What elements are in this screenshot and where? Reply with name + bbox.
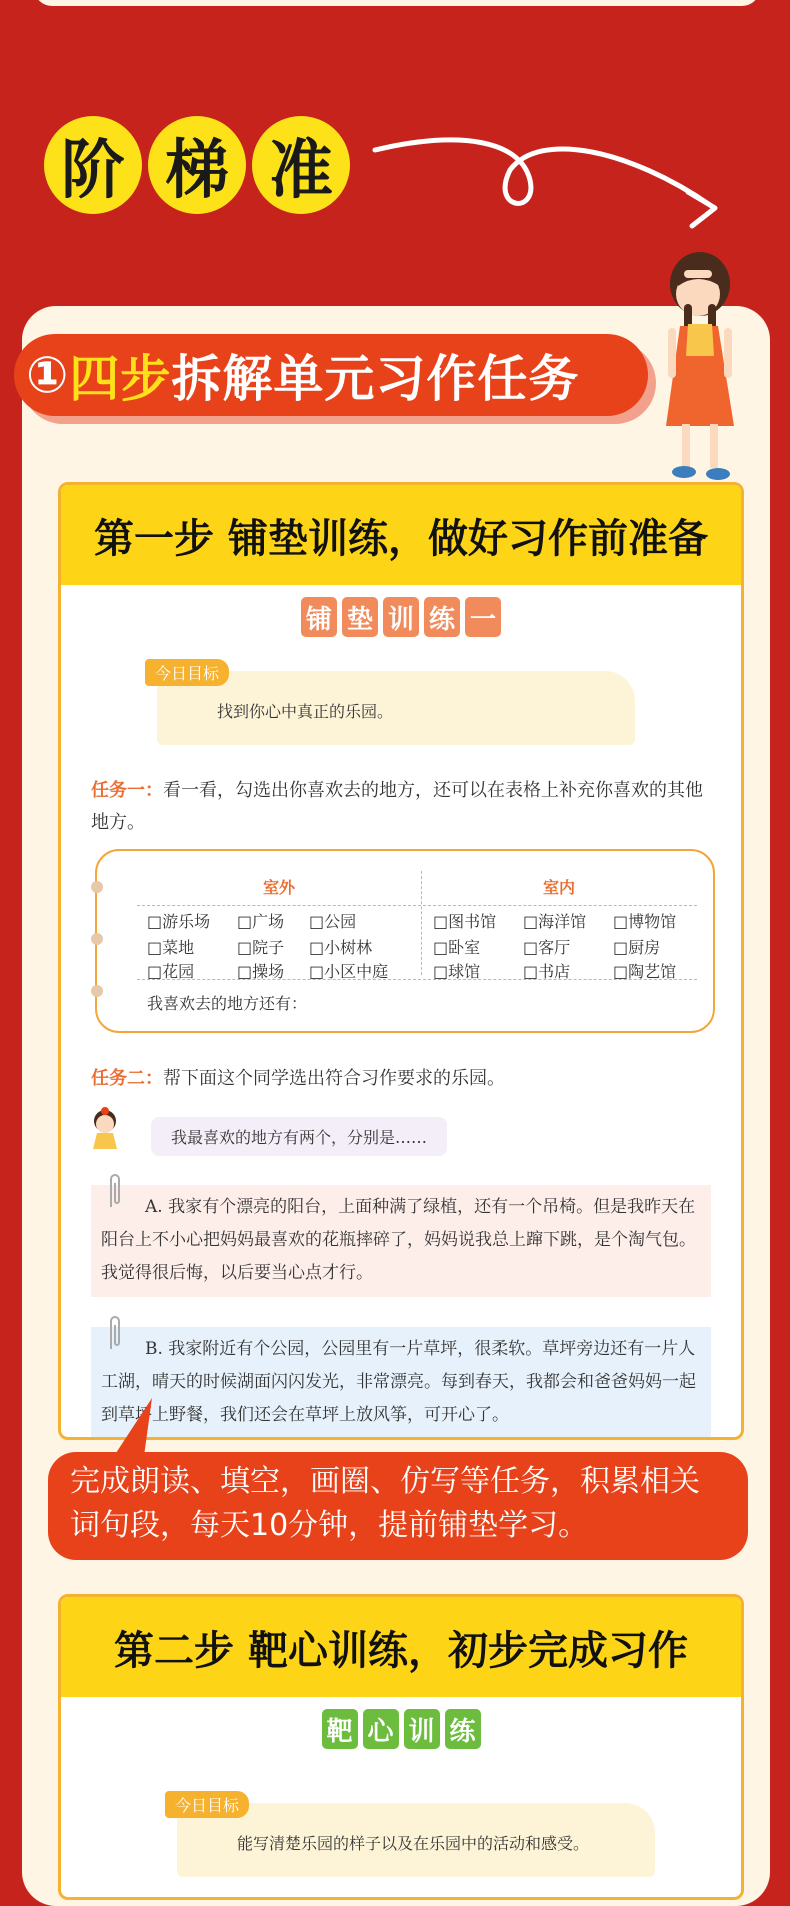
option-checkbox[interactable]: □院子 — [237, 938, 285, 957]
binder-ring — [91, 985, 103, 997]
section-text: 拆解单元习作任务 — [171, 350, 580, 408]
section-highlight: 四步 — [69, 350, 172, 408]
option-checkbox[interactable]: □书店 — [523, 962, 571, 981]
option-checkbox[interactable]: □图书馆 — [433, 912, 497, 931]
option-checkbox[interactable]: □客厅 — [523, 938, 571, 957]
binder-ring — [91, 881, 103, 893]
places-table — [95, 849, 715, 1033]
tile-char: 铺 — [301, 597, 337, 637]
step2-card — [58, 1594, 744, 1900]
indoor-header: 室内 — [543, 878, 576, 897]
section-title — [14, 334, 648, 416]
step1-tiles — [61, 597, 741, 637]
like-more-label: 我喜欢去的地方还有： — [147, 994, 308, 1013]
tile-char: 练 — [424, 597, 460, 637]
top-panel-edge — [34, 0, 760, 6]
tile-char: 训 — [383, 597, 419, 637]
goal-text: 找到你心中真正的乐园。 — [217, 702, 394, 721]
option-checkbox[interactable]: □厨房 — [613, 938, 661, 957]
option-checkbox[interactable]: □海洋馆 — [523, 912, 587, 931]
headline-char: 梯 — [148, 116, 246, 214]
goal-text: 能写清楚乐园的样子以及在乐园中的活动和感受。 — [237, 1834, 590, 1853]
headline-char: 阶 — [44, 116, 142, 214]
option-checkbox[interactable]: □公园 — [309, 912, 357, 931]
binder-ring — [91, 933, 103, 945]
option-a-box — [91, 1185, 711, 1297]
step1-card — [58, 482, 744, 1440]
step2-title: 第二步 靶心训练，初步完成习作 — [61, 1597, 741, 1697]
student-speech: 我最喜欢的地方有两个，分别是…… — [151, 1117, 447, 1156]
section-number: ① — [26, 346, 70, 404]
option-checkbox[interactable]: □卧室 — [433, 938, 481, 957]
girl-illustration — [648, 246, 748, 482]
tile-char: 一 — [465, 597, 501, 637]
task2 — [91, 1063, 711, 1095]
option-checkbox[interactable]: □博物馆 — [613, 912, 677, 931]
goal-tag: 今日目标 — [165, 1791, 249, 1818]
step1-title: 第一步 铺垫训练，做好习作前准备 — [61, 485, 741, 585]
task2-label: 任务二： — [91, 1068, 163, 1089]
column-divider — [421, 871, 422, 975]
tile-char: 练 — [445, 1709, 481, 1749]
option-checkbox[interactable]: □花园 — [147, 962, 195, 981]
goal-tag: 今日目标 — [145, 659, 229, 686]
option-checkbox[interactable]: □游乐场 — [147, 912, 211, 931]
tile-char: 训 — [404, 1709, 440, 1749]
step2-tiles — [61, 1709, 741, 1749]
headline — [44, 116, 350, 214]
option-checkbox[interactable]: □广场 — [237, 912, 285, 931]
goal-box — [175, 1796, 655, 1877]
outdoor-header: 室外 — [263, 878, 296, 897]
curved-arrow-icon — [370, 130, 730, 250]
headline-char: 准 — [252, 116, 350, 214]
option-a-text: A. 我家有个漂亮的阳台，上面种满了绿植，还有一个吊椅。但是我昨天在阳台上不小心把妈妈最喜欢的花瓶摔碎了，妈妈说我总上蹿下跳，是个淘气包。我觉得很后悔，以后要当心点才行。 — [101, 1197, 696, 1283]
tile-char: 心 — [363, 1709, 399, 1749]
option-checkbox[interactable]: □小树林 — [309, 938, 373, 957]
option-checkbox[interactable]: □球馆 — [433, 962, 481, 981]
goal-box — [155, 664, 635, 745]
option-checkbox[interactable]: □操场 — [237, 962, 285, 981]
student-avatar-icon — [87, 1107, 123, 1151]
row-divider — [137, 905, 697, 906]
option-b-box — [91, 1327, 711, 1439]
tile-char: 垫 — [342, 597, 378, 637]
option-checkbox[interactable]: □小区中庭 — [309, 962, 389, 981]
option-checkbox[interactable]: □陶艺馆 — [613, 962, 677, 981]
task1-label: 任务一： — [91, 780, 163, 801]
callout-pointer — [108, 1396, 158, 1456]
callout: 完成朗读、填空，画圈、仿写等任务，积累相关词句段，每天10分钟，提前铺垫学习。 — [48, 1452, 748, 1560]
option-b-text: B. 我家附近有个公园，公园里有一片草坪，很柔软。草坪旁边还有一片人工湖，晴天的时候湖面闪闪发光，非常漂亮。每到春天，我都会和爸爸妈妈一起到草坪上野餐，我们还会在草坪上放风筝，可开心了。 — [101, 1339, 696, 1425]
option-checkbox[interactable]: □菜地 — [147, 938, 195, 957]
task1-text: 看一看，勾选出你喜欢去的地方，还可以在表格上补充你喜欢的其他地方。 — [91, 780, 703, 833]
task1 — [91, 775, 711, 839]
task2-text: 帮下面这个同学选出符合习作要求的乐园。 — [163, 1068, 505, 1089]
tile-char: 靶 — [322, 1709, 358, 1749]
